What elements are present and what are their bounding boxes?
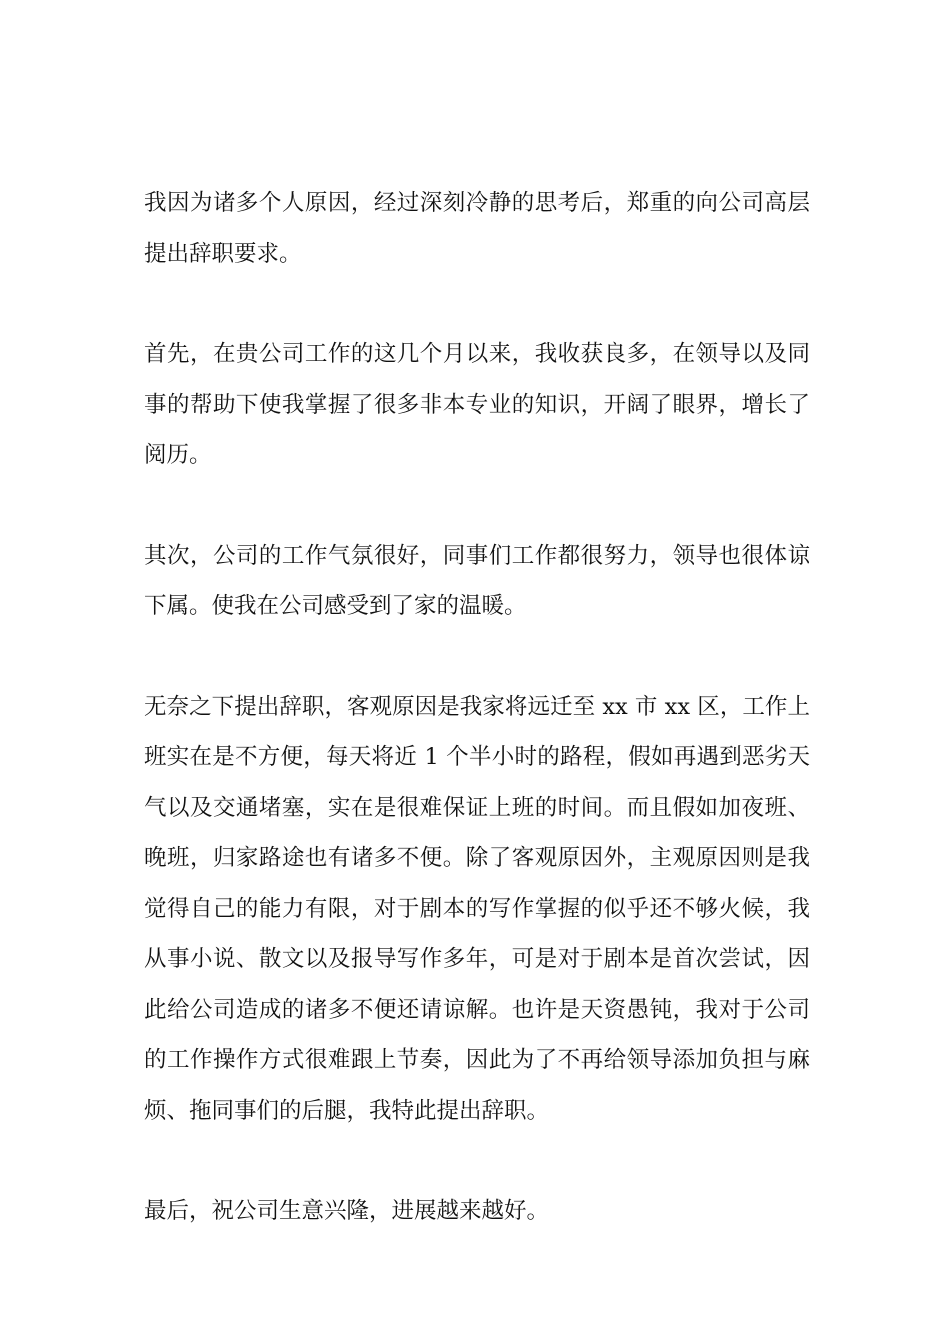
paragraph-closing: 最后，祝公司生意兴隆，进展越来越好。 <box>144 1198 550 1224</box>
paragraph-reason: 我因为诸多个人原因，经过深刻冷静的思考后，郑重的向公司高层提出辞职要求。 <box>144 190 810 267</box>
document-body <box>144 178 810 1287</box>
paragraph-atmosphere: 其次，公司的工作气氛很好，同事们工作都很努力，领导也很体谅下属。使我在公司感受到了家的温暖。 <box>144 542 810 619</box>
paragraph-explanation: 无奈之下提出辞职，客观原因是我家将远迁至 xx 市 xx 区，工作上班实在是不方便，每天将近 1 个半小时的路程，假如再遇到恶劣天气以及交通堵塞，实在是很难保证上班的时间。而且假如加夜班、晚班，归家路途也有诸多不便。除了客观原因外，主观原因则是我觉得自己的能力有限，对于剧本的写作掌握的似乎还不够火候，我从事小说、散文以及报导写作多年，可是对于剧本是首次尝试，因此给公司造成的诸多不便还请谅解。也许是天资愚钝，我对于公司的工作操作方式很难跟上节奏，因此为了不再给领导添加负担与麻烦、拖同事们的后腿，我特此提出辞职。 <box>144 693 810 1124</box>
paragraph-gratitude: 首先，在贵公司工作的这几个月以来，我收获良多，在领导以及同事的帮助下使我掌握了很多非本专业的知识，开阔了眼界，增长了阅历。 <box>144 341 810 468</box>
